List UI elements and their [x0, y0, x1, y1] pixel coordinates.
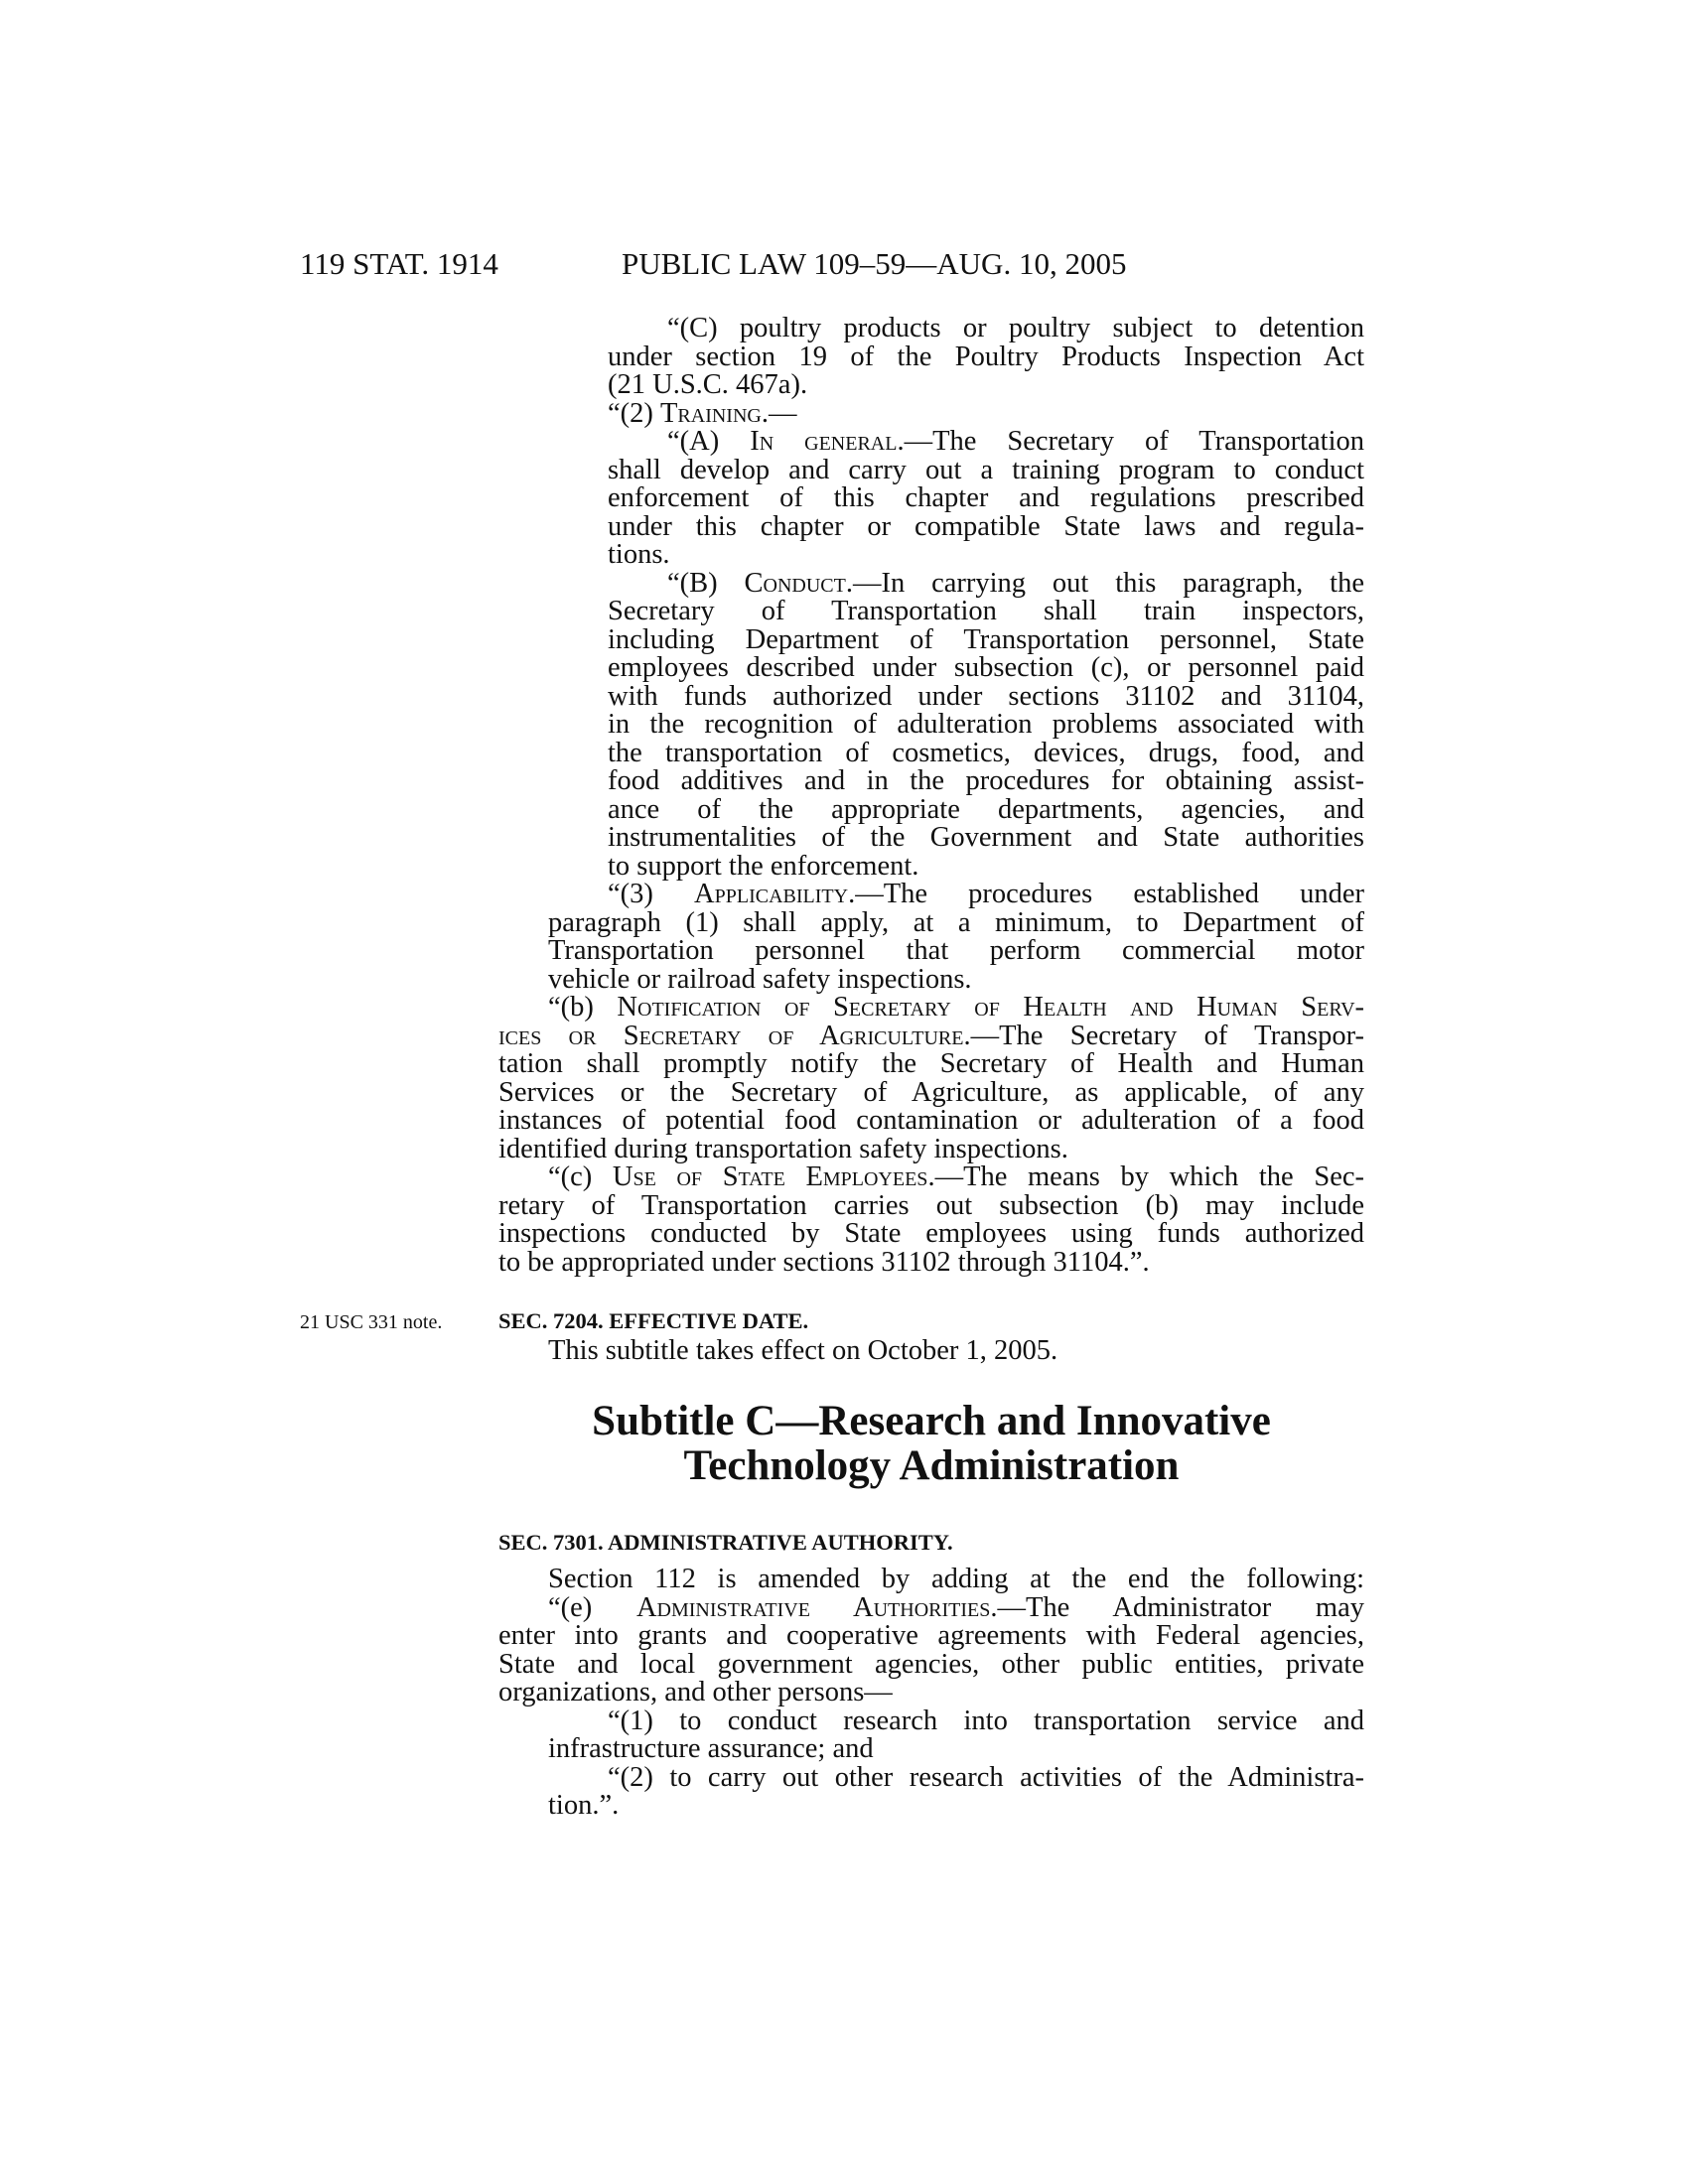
subparagraph-b-line: with funds authorized under sections 31102 and 31104,: [608, 681, 1364, 712]
paragraph-text: .—The procedures established under: [848, 879, 1364, 909]
section-7204-text: This subtitle takes effect on October 1, 2005.: [548, 1335, 1058, 1366]
subsection-number: “(b): [548, 992, 618, 1023]
paragraph-3-line: paragraph (1) shall apply, at a minimum, to Department of: [548, 907, 1364, 938]
subparagraph-b-line: including Department of Transportation personnel, State: [608, 624, 1364, 655]
subsection-text: .—The Secretary of Transpor-: [963, 1021, 1364, 1051]
paragraph-2-heading: [608, 399, 796, 428]
subsection-text: .—The Administrator may: [990, 1592, 1364, 1623]
subparagraph-b-line: instrumentalities of the Government and State authorities: [608, 822, 1364, 853]
section-7301-line: State and local government agencies, other public entities, private: [498, 1649, 1364, 1680]
subparagraph-b-line: employees described under subsection (c), or personnel paid: [608, 652, 1364, 683]
section-7301-line: enter into grants and cooperative agreements with Federal agencies,: [498, 1620, 1364, 1651]
subparagraph-a-line: [667, 427, 1364, 456]
section-7204-heading: SEC. 7204. EFFECTIVE DATE.: [498, 1308, 809, 1333]
subparagraph-a-line: shall develop and carry out a training program to conduct: [608, 455, 1364, 485]
subsection-heading: Use of State Employees: [612, 1161, 928, 1192]
paragraph-3-line: [608, 880, 1364, 908]
subparagraph-b-line: food additives and in the procedures for obtaining assist-: [608, 765, 1364, 796]
section-7301-line: [548, 1593, 1364, 1622]
public-law-reference: PUBLIC LAW 109–59—AUG. 10, 2005: [622, 246, 1127, 281]
heading-dash: .—: [761, 398, 797, 429]
subtitle-heading: Subtitle C—Research and Innovative: [592, 1398, 1271, 1444]
paragraph-heading: Training: [660, 398, 762, 429]
paragraph-number: “(3): [608, 879, 695, 909]
clause-c-line: (21 U.S.C. 467a).: [608, 369, 808, 400]
clause-c-line: “(C) poultry products or poultry subject to detention: [667, 313, 1364, 343]
subparagraph-b-line: the transportation of cosmetics, devices, drugs, food, and: [608, 738, 1364, 768]
margin-note: 21 USC 331 note.: [300, 1311, 443, 1333]
section-7301-line: organizations, and other persons—: [498, 1677, 893, 1707]
subparagraph-number: “(B): [667, 568, 745, 599]
paragraph-3-line: Transportation personnel that perform commercial motor: [548, 935, 1364, 966]
subparagraph-b-line: in the recognition of adulteration problems associated with: [608, 709, 1364, 740]
paragraph-number: “(2): [608, 398, 661, 429]
subparagraph-b-line: [667, 569, 1364, 598]
list-item: “(1) to conduct research into transportation service and: [608, 1706, 1364, 1736]
subsection-c-line: to be appropriated under sections 31102 through 31104.”.: [498, 1247, 1150, 1278]
subsection-b-line: identified during transportation safety inspections.: [498, 1134, 1068, 1164]
subsection-number: “(c): [548, 1161, 613, 1192]
subsection-text: .—The means by which the Sec-: [927, 1161, 1364, 1192]
subsection-b-line: [548, 993, 1364, 1022]
subtitle-heading: Technology Administration: [683, 1442, 1180, 1489]
subparagraph-text: .—In carrying out this paragraph, the: [845, 568, 1364, 599]
subsection-b-line: [498, 1022, 1364, 1050]
subparagraph-b-line: Secretary of Transportation shall train inspectors,: [608, 596, 1364, 626]
subparagraph-text: .—The Secretary of Transportation: [897, 426, 1364, 457]
subsection-c-line: inspections conducted by State employees using funds authorized: [498, 1218, 1364, 1249]
subsection-number: “(e): [548, 1592, 636, 1623]
subparagraph-a-line: enforcement of this chapter and regulations prescribed: [608, 482, 1364, 513]
paragraph-3-line: vehicle or railroad safety inspections.: [548, 964, 972, 995]
subsection-c-line: retary of Transportation carries out subsection (b) may include: [498, 1190, 1364, 1221]
subparagraph-heading: In general: [750, 426, 898, 457]
subsection-heading: ices or Secretary of Agriculture: [498, 1021, 964, 1051]
subparagraph-b-line: ance of the appropriate departments, agencies, and: [608, 794, 1364, 825]
clause-c-line: under section 19 of the Poultry Products Inspection Act: [608, 341, 1364, 372]
list-item: tion.”.: [548, 1790, 620, 1821]
subsection-heading: Administrative Authorities: [635, 1592, 991, 1623]
list-item: infrastructure assurance; and: [548, 1733, 874, 1764]
subparagraph-b-line: to support the enforcement.: [608, 851, 919, 882]
subsection-b-line: instances of potential food contamination or adulteration of a food: [498, 1105, 1364, 1136]
section-7301-line: Section 112 is amended by adding at the end the following:: [548, 1564, 1364, 1594]
subsection-c-line: [548, 1162, 1364, 1191]
subsection-b-line: Services or the Secretary of Agriculture, as applicable, of any: [498, 1077, 1364, 1108]
subparagraph-number: “(A): [667, 426, 751, 457]
subparagraph-a-line: under this chapter or compatible State laws and regula-: [608, 511, 1364, 542]
subparagraph-a-line: tions.: [608, 539, 670, 570]
list-item: “(2) to carry out other research activities of the Administra-: [608, 1762, 1364, 1793]
section-7301-heading: SEC. 7301. ADMINISTRATIVE AUTHORITY.: [498, 1530, 953, 1555]
statute-page-reference: 119 STAT. 1914: [300, 246, 498, 281]
paragraph-heading: Applicability: [694, 879, 849, 909]
subparagraph-heading: Conduct: [744, 568, 846, 599]
subsection-heading: Notification of Secretary of Health and Human Serv-: [617, 992, 1364, 1023]
subsection-b-line: tation shall promptly notify the Secretary of Health and Human: [498, 1048, 1364, 1079]
